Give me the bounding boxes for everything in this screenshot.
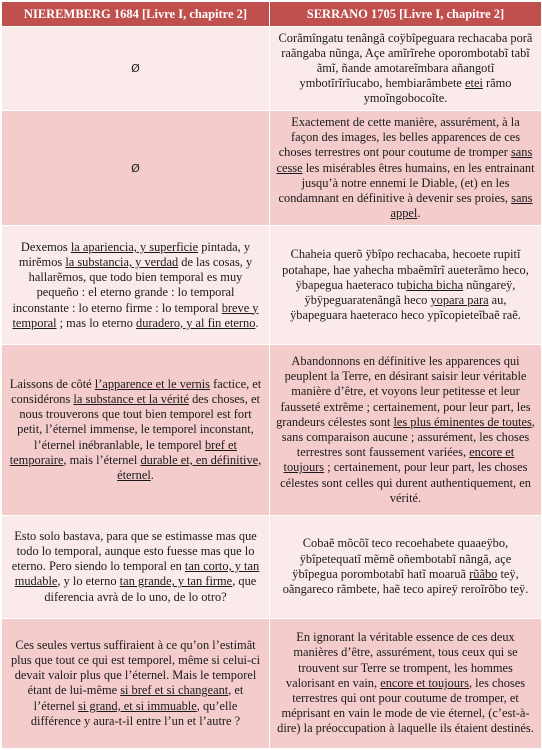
underlined-phrase: etei [465, 76, 483, 91]
text-segment: , y lo eterno [57, 574, 120, 589]
underlined-phrase: tan grande, y tan firme [119, 574, 233, 589]
text-segment: teÿ, oãngareco rãmbete, haẽ teco apireÿ reroĩrõbo teÿ. [282, 566, 529, 596]
text-segment: les misérables êtres humains, en les entrainant jusqu’à notre ennemi le Diable, (et) en les condamnant en définitive à devenir ses proies, [278, 160, 535, 205]
underlined-phrase: sans cesse [276, 145, 533, 175]
text-segment: au, ÿbapeguara haeteraco heco ypĩcopieteĩbaẽ raẽ. [290, 292, 521, 323]
text-segment: Chaheia querõ ÿbîpo rechacaba, hecoete rupitĩ potahape, hae yahecha mbaẽmĩrĩ aueterãmo heco, ÿbapegua haeteraco tu [282, 247, 529, 292]
text-segment: ; mas lo eterno [56, 315, 137, 330]
underlined-phrase: la apariencia, y superficie [70, 239, 199, 254]
underlined-phrase: tan corto, y tan mudable [14, 559, 260, 589]
text-segment: . [255, 315, 259, 330]
text-segment: Ces seules vertus suffiraient à ce qu’on l’estimât plus que tout ce qui est temporel, même si celui-ci devait valoir plus que l’éternel. Mais le temporel étant de lui-même [10, 637, 261, 698]
table-cell [2, 226, 270, 345]
table-row [2, 27, 542, 111]
text-segment: de las cosas, y hallarẽmos, que todo bien temporal es muy pequeño : el eterno grande : lo temporal inconstante : lo eterno firme : lo temporal [12, 254, 253, 315]
underlined-phrase: la substancia, y verdad [65, 254, 179, 269]
underlined-phrase: bicha bicha [406, 277, 464, 292]
empty-set-symbol: Ø [131, 161, 140, 175]
underlined-phrase: si bref et si changeant [120, 683, 229, 698]
text-segment: Cobaẽ mõcõĩ teco recoehabete quaaeÿbo, ÿbîpetequatĩ mẽmẽ oñembotabĩ nãngã, açe ÿbîpegua porombotabĩ hatĩ moaruã [292, 536, 512, 581]
underlined-phrase: les plus éminentes de toutes [393, 414, 532, 429]
underlined-phrase: durable et, en définitive, éternel [117, 452, 262, 483]
text-segment: En ignorant la véritable essence de ces deux manières d’être, assurément, tous ceux qui se trouvent sur Terre se trompent, les hommes valorisant en vain, [285, 630, 518, 690]
underlined-phrase: bref et temporaire [9, 437, 237, 467]
empty-set-symbol: Ø [131, 61, 140, 75]
table-row [2, 618, 542, 748]
table-row [2, 345, 542, 515]
table-row [2, 515, 542, 618]
table-cell [2, 515, 270, 618]
table-cell [2, 618, 270, 748]
text-segment: , les choses terrestres qui ont pour coutume de tromper, et méprisant en vain le mode de vie éternel, (c’est-à-dire) la préoccupation à laquelle ils étaient destinés. [277, 675, 534, 736]
table-cell [270, 618, 542, 748]
table-cell [270, 515, 542, 618]
comparison-table [1, 1, 542, 749]
text-segment: Abandonnons en définitive les apparences qui peuplent la Terre, en désirant saisir leur véritable manière d’être, et voyons leur petitesse et leur fausseté extrême ; certainement, pour leur part, les grandeurs célestes sont [276, 354, 531, 429]
header-row [2, 2, 542, 27]
underlined-phrase: encore et toujours [380, 675, 469, 690]
underlined-phrase: encore et toujours [283, 445, 515, 475]
table-cell [270, 111, 542, 226]
table-cell [270, 226, 542, 345]
table-row [2, 111, 542, 226]
text-segment: des choses, et nous trouverons que tout bien temporel est fort petit, l’éternel immense, le temporel inconstant, l’éternel inébranlable, le temporel [17, 392, 260, 452]
column-header-nieremberg: NIEREMBERG 1684 [Livre I, chapitre 2] [2, 2, 270, 27]
text-segment: . [417, 206, 421, 221]
underlined-phrase: yopara para [430, 292, 489, 307]
underlined-phrase: l’apparence et le vernis [94, 376, 210, 391]
underlined-phrase: breve y temporal [12, 300, 259, 330]
text-segment: , et l’éternel [33, 683, 244, 713]
text-segment: , qu’elle différence y aura-t-il entre l’un et l’autre ? [30, 698, 241, 728]
text-segment: Corãmîngatu tenãngã coÿbîpeguara rechacaba porã raãngaba nũnga, Açe amĩrĩrehe oporombotabĩ tabĩ ãmĩ, ñande amotareĩmbara añangotĩ ymbotĩrĩrĩucabo, hembiarãmbete [278, 30, 533, 91]
text-segment: , sans comparaison aucune ; assurément, les choses terrestres sont faussement variées, [281, 414, 535, 460]
text-segment: pintada, y mirẽmos [18, 239, 251, 269]
underlined-phrase: la substance et la vérité [73, 392, 189, 407]
text-segment: rãmo ymoĩngobocoĩte. [363, 76, 512, 106]
table-row [2, 226, 542, 345]
table-cell [2, 27, 270, 111]
underlined-phrase: rũãbo [469, 566, 498, 581]
table-cell [270, 345, 542, 515]
text-segment: Laissons de côté [9, 376, 95, 391]
column-header-serrano: SERRANO 1705 [Livre I, chapitre 2] [270, 2, 542, 27]
text-segment: , que diferencia avrà de lo uno, de lo otro? [44, 574, 257, 604]
underlined-phrase: sans appel [390, 190, 533, 221]
text-segment: Exactement de cette manière, assurément, à la façon des images, les belles apparences de ces choses terrestres ont pour coutume de tromper [278, 114, 521, 160]
text-segment: Esto solo bastava, para que se estimasse mas que todo lo temporal, aunque esto fuesse mas que lo eterno. Pero siendo lo temporal en [11, 528, 257, 574]
text-segment: Dexemos [20, 239, 71, 254]
text-segment: nũngareÿ, ÿbÿpeguaratenãngã heco [304, 277, 516, 307]
text-segment: . [150, 468, 154, 483]
underlined-phrase: si grand, et si immuable [78, 698, 197, 713]
table-cell [270, 27, 542, 111]
underlined-phrase: duradero, y al fin eterno [136, 315, 256, 330]
text-segment: , mais l’éternel [63, 452, 141, 467]
text-segment: factice, et considérons [11, 376, 262, 407]
table-cell [2, 345, 270, 515]
table-cell [2, 111, 270, 226]
text-segment: ; certainement, pour leur part, les choses célestes sont celles qui durent authentiquement, en vérité. [280, 460, 531, 505]
